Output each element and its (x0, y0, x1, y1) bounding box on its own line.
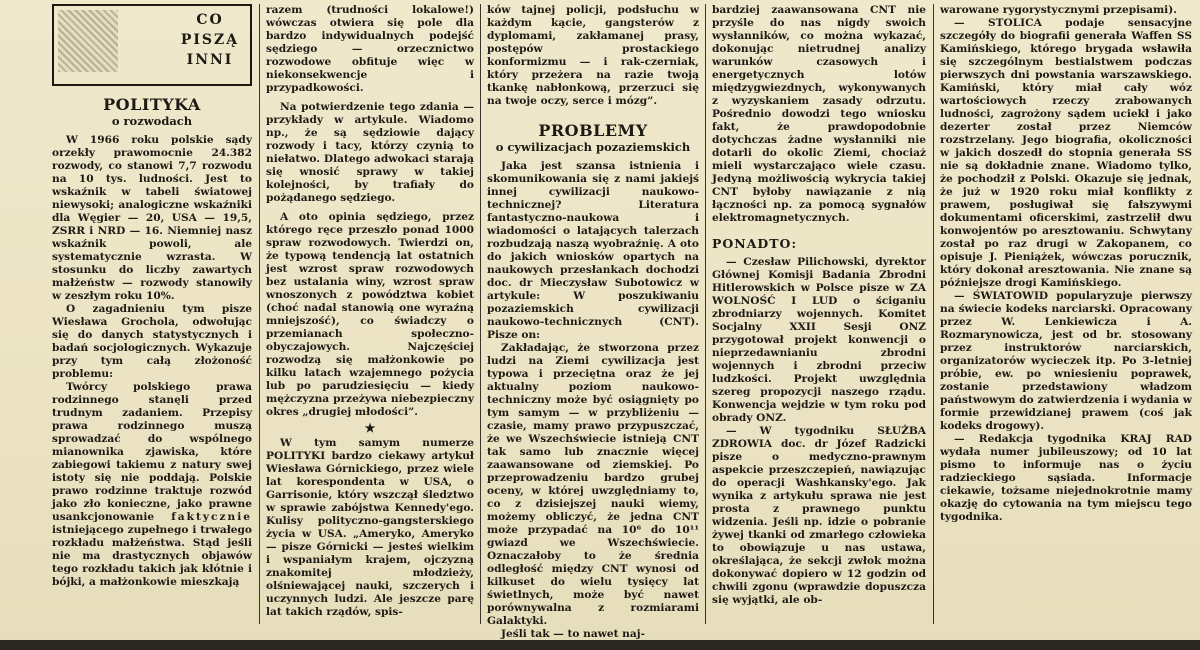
hatched-box-decoration (58, 10, 118, 72)
paragraph: — W tygodniku SŁUŻBA ZDROWIA doc. dr Józef Radzicki pisze o medyczno-prawnym aspekcie przeszczepień, nawiązując do operacji Washkansky'ego. Jak wynika z artykułu sprawa nie jest prosta z prawnego punktu widzenia. Jeśli np. idzie o pobranie żywej tkanki od zmarłego człowieka to obowiązuje u nas ustawa, określająca, że sekcji zwłok można dokonywać dopiero w 12 godzin od chwili zgonu (wprawdzie dopuszcza się wyjątki, ale ob- (712, 425, 926, 606)
column-3 (487, 4, 699, 640)
paragraph: Zakładając, że stworzona przez ludzi na Ziemi cywilizacja jest typowa i przeciętna oraz że jej aktualny poziom naukowo-techniczny może być osiągnięty po tym samym — w przybliżeniu — czasie, mamy prawo przypuszczać, że we Wszechświecie istnieją CNT tak samo lub znacznie więcej zaawansowane od ziemskiej. Po przeprowadzeniu bardzo grubej oceny, w której uwzględniamy to, co z dzisiejszej nauki wiemy, możemy obliczyć, że jedna CNT może przypadać na 10⁶ do 10¹¹ gwiazd we Wszechświecie. Oznaczałoby to że średnia odległość między CNT wynosi od kilkuset do wielu tysięcy lat świetlnych, może być nawet porównywalna z rozmiarami Galaktyki. (487, 342, 699, 627)
paragraph: Na potwierdzenie tego zdania — przykłady w artykule. Wiadomo np., że są sędziowie dający rozwody i tacy, którzy czynią to niełatwo. Dlatego adwokaci starają się wnosić sprawy w takiej kolejności, by trafiały do pożądanego sędziego. (266, 101, 474, 204)
article-subtitle-polityka: o rozwodach (111, 114, 193, 128)
column-divider (259, 4, 260, 624)
paragraph: razem (trudności lokalowe!) wówczas otwiera się pole dla bardzo indywidualnych podejść sędziego — orzecznictwo rozwodowe obfituje więc w niekonsekwencje i przypadkowości. (266, 4, 474, 94)
paragraph: — STOLICA podaje sensacyjne szczegóły do biografii generała Waffen SS Kamińskiego, którego brygada wsławiła się szczególnym bestialstwem podczas pierwszych dni powstania warszawskiego. Kamiński, który miał cały wóz wartościowych rzeczy zrabowanych ludności, zagrożony sądem uciekł i jako dezerter został przez Niemców rozstrzelany. Jego biografia, okoliczności w jakich doszedł do stopnia generała SS nie są dokładnie znane. Wiadomo tylko, że pochodził z Polski. Okazuje się jednak, że już w 1920 roku miał konflikty z prawem, posługiwał się fałszywymi dokumentami oficerskimi, zastrzelił dwu konwojentów po aresztowaniu. Schwytany został po raz drugi w Zakopanem, co opisuje J. Pieniążek, wówczas porucznik, który dokonał aresztowania. Nie znane są późniejsze drogi Kamińskiego. (940, 17, 1192, 289)
column-2 (266, 4, 474, 630)
paragraph: — ŚWIATOWID popularyzuje pierwszy na świecie kodeks narciarski. Opracowany przez W. Lenkiewicza i A. Rozmarynowicza, jest od br. stosowany przez instruktorów narciarskich, organizatorów wycieczek itp. Po 3-letniej próbie, ew. po wniesieniu poprawek, zostanie przedstawiony władzom państwowym do zatwierdzenia i wydania w formie przewidzianej prawem (coś jak kodeks drogowy). (940, 290, 1192, 432)
section-heading (178, 10, 242, 70)
paragraph-text: Twórcy polskiego prawa rodzinnego stanęli przed trudnym zadaniem. Przepisy prawa rodzinnego muszą sprowadzać do wspólnego mianownika zjawiska, które zabiegowi takiemu z natury swej istoty się nie poddają. Polskie prawo rodzinne traktuje rozwód jako zło konieczne, jako prawne usankcjonowanie (52, 381, 252, 523)
paragraph: W tym samym numerze POLITYKI bardzo ciekawy artykuł Wiesława Górnickiego, przez wiele lat korespondenta w USA, o Garrisonie, który wszczął śledztwo w sprawie zabójstwa Kennedy'ego. Kulisy polityczno-gangsterskiego życia w USA. „Ameryko, Ameryko — pisze Górnicki — jesteś wielkim i wspaniałym krajem, ojczyzną znakomitej młodzieży, olśniewającej nauki, szczerych i uczynnych ludzi. Ale jeszcze parę lat takich rządów, spis- (266, 437, 474, 618)
paragraph: W 1966 roku polskie sądy orzekły prawomocnie 24.382 rozwody, co stanowi 7,7 rozwodu na 10 tys. ludności. Jest to wskaźnik w tabeli światowej niewysoki; analogiczne wskaźniki dla Węgier — 20, USA — 19,5, ZSRR i NRD — 16. Niemniej nasz wskaźnik powoli, ale systematycznie wzrasta. W stosunku do liczby zawartych małżeństw — rozwody stanowiły w zeszłym roku 10%. (52, 134, 252, 302)
article-title-polityka: POLITYKA (103, 95, 201, 114)
section-heading-line: INNI (186, 52, 234, 68)
paragraph (52, 381, 252, 589)
section-heading-ponadto: PONADTO: (712, 236, 798, 251)
column-5 (940, 4, 1192, 630)
article-subtitle-problemy: o cywilizacjach pozaziemskich (495, 140, 691, 154)
paragraph: Jeśli tak — to nawet naj- (501, 628, 645, 640)
column-divider (480, 4, 481, 624)
paragraph: bardziej zaawansowana CNT nie przyśle do nas nigdy swoich wysłanników, co można wykazać, dokonując nietrudnej analizy warunków czasowych i energetycznych lotów międzygwiezdnych, wykonywanych z wyzyskaniem zasady odrzutu. Pośrednio dowodzi tego wniosku fakt, że prawdopodobnie dotychczas żadne wysłanniki nie dotarli do okolic Ziemi, chociaż mieli wystarczająco wiele czasu. Jedyną możliwością wykrycia takiej CNT byłoby nawiązanie z nią łączności np. za pomocą sygnałów elektromagnetycznych. (712, 4, 926, 224)
column-divider (705, 4, 706, 624)
paragraph: warowane rygorystycznymi przepisami). (940, 4, 1177, 16)
paragraph: — Czesław Pilichowski, dyrektor Głównej Komisji Badania Zbrodni Hitlerowskich w Polsce pisze w ZA WOLNOŚĆ I LUD o ściganiu zbrodniarzy wojennych. Komitet Socjalny XXII Sesji ONZ przygotował projekt konwencji o nieprzedawnianiu zbrodni wojennych i zbrodni przeciw ludzkości. Projekt uwzględnia szereg propozycji naszego rządu. Konwencja wejdzie w tym roku pod obrady ONZ. (712, 256, 926, 424)
paragraph: — Redakcja tygodnika KRAJ RAD wydała numer jubileuszowy; od 10 lat pismo to informuje nas o życiu radzieckiego sąsiada. Informacje ciekawie, tożsame niejednokrotnie mamy okazję do cytowania na tym miejscu tego tygodnika. (940, 433, 1192, 523)
page-bottom-bar (0, 640, 1200, 650)
column-1 (52, 4, 252, 630)
section-heading-line: CO (196, 12, 224, 28)
paragraph: Jaka jest szansa istnienia i skomunikowania się z nami jakiejś innej cywilizacji naukowo-technicznej? Literatura fantastyczno-naukowa i wiadomości o latających talerzach rozbudzają naszą wyobraźnię. A oto do jakich wniosków opartych na naukowych przesłankach dochodzi doc. dr Mieczysław Subotowicz w artykule: W poszukiwaniu pozaziemskich cywilizacji naukowo-technicznych (CNT). Pisze on: (487, 160, 699, 341)
article-title-problemy: PROBLEMY (538, 121, 648, 140)
star-separator: ★ (364, 421, 376, 435)
column-divider (933, 4, 934, 624)
column-4 (712, 4, 926, 630)
paragraph: A oto opinia sędziego, przez którego ręce przeszło ponad 1000 spraw rozwodowych. Twierdzi on, że typową tendencją lat ostatnich jest wzrost spraw rozwodowych bez ustalania winy, wzrost spraw wnoszonych z powództwa kobiet (choć nadal stanowią one wyraźną mniejszość), co świadczy o przemianach społeczno-obyczajowych. Najczęściej rozwodzą się małżonkowie po kilku latach wzajemnego pożycia lub po parudziesięciu — kiedy mężczyzna przeżywa niebezpieczny okres „drugiej młodości”. (266, 211, 474, 418)
section-heading-line: PISZĄ (180, 32, 240, 48)
section-heading-box (52, 4, 252, 86)
paragraph: ków tajnej policji, podsłuchu w każdym kącie, gangsterów z dyplomami, zakłamanej prasy, postępów prostackiego konformizmu — i rak-czerniak, który przeżera na razie twoją tkankę nabłonkową, przerzuci się na twoje oczy, serce i mózg”. (487, 4, 699, 107)
spaced-word: faktycznie (171, 511, 252, 523)
paragraph: O zagadnieniu tym pisze Wiesława Grochola, odwołując się do danych statystycznych i badań socjologicznych. Wykazuje przy tym całą złożoność problemu: (52, 303, 252, 380)
paragraph-text: istniejącego zupełnego i trwałego rozkładu małżeństwa. Stąd jeśli nie ma drastycznych objawów tego rozkładu takich jak kłótnie i bójki, a małżonkowie mieszkają (52, 524, 252, 588)
